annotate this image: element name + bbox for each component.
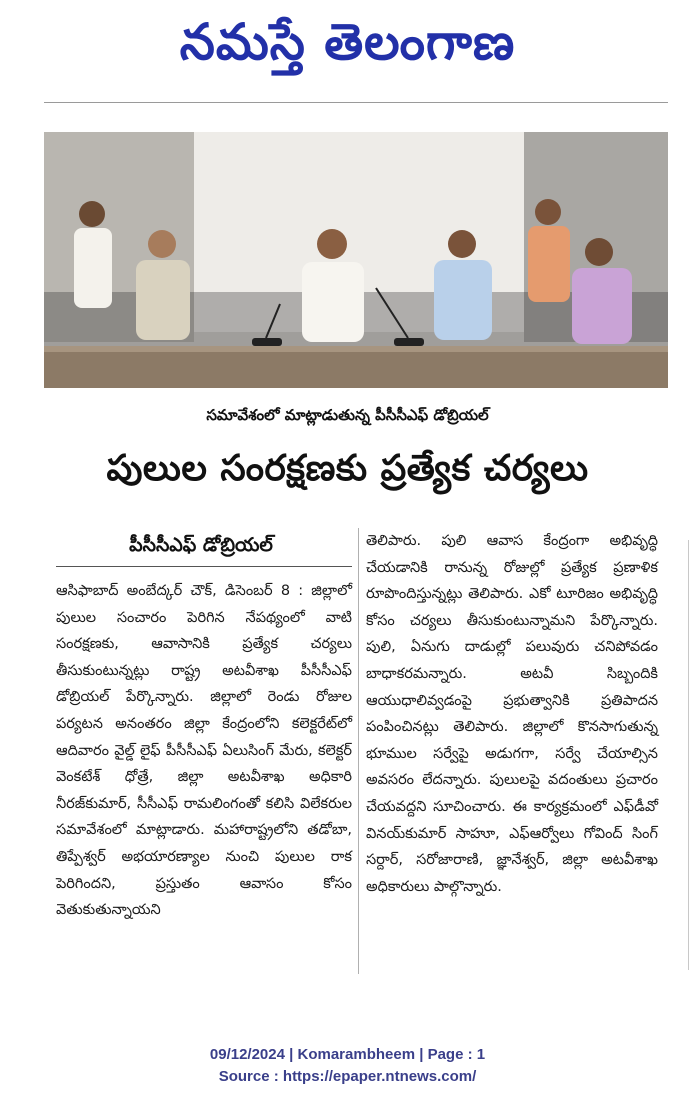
article-column-right bbox=[366, 528, 658, 900]
footer-edition-info: 09/12/2024 | Komarambheem | Page : 1 bbox=[209, 1046, 486, 1063]
article-column-left bbox=[56, 578, 352, 924]
masthead-divider bbox=[44, 102, 668, 103]
article-byline: పీసీసీఎఫ్ డోబ్రియల్ bbox=[129, 534, 273, 556]
column-divider bbox=[358, 528, 359, 974]
left-column-text: ఆసిఫాబాద్ అంబేద్కర్ చౌక్, డిసెంబర్ 8 : జిల్లాలో పులుల సంచారం పెరిగిన నేపథ్యంలో వాటి సంరక్షణకు, ఆవాసానికి ప్రత్యేక చర్యలు తీసుకుంటున్నట్లు రాష్ట్ర అటవీశాఖ పీసీసీఎఫ్ డోబ్రియల్ పేర్కొన్నారు. జిల్లాలో రెండు రోజుల పర్యటన అనంతరం జిల్లా కేంద్రంలోని కలెక్టరేట్‌లో ఆదివారం వైల్డ్ లైఫ్ పీసీసీఎఫ్ ఏలుసింగ్ మేరు, కలెక్టర్ వెంకటేశ్ ధోత్రే, జిల్లా అటవీశాఖ అధికారి నీరజ్‌కుమార్, సీసీఎఫ్ రామలింగంతో కలిసి విలేకరుల సమావేశంలో మాట్లాడారు. మహారాష్ట్రలోని తడోబా, తిప్పేశ్వర్ అభయారణ్యాల నుంచి పులుల రాక పెరిగిందని, ప్రస్తుతం ఆవాసం కోసం వెతుకుతున్నాయని bbox=[56, 583, 352, 919]
article-headline: పులుల సంరక్షణకు ప్రత్యేక చర్యలు bbox=[106, 448, 589, 489]
meeting-photo-illustration bbox=[44, 132, 668, 388]
page-footer bbox=[0, 1044, 695, 1088]
photo-caption: సమావేశంలో మాట్లాడుతున్న పీసీసీఎఫ్ డోబ్రియల్ bbox=[206, 406, 489, 424]
page-edge-rule bbox=[688, 540, 689, 970]
news-photo bbox=[44, 132, 668, 388]
masthead-logo: నమస్తే తెలంగాణ bbox=[179, 13, 516, 71]
right-column-text: తెలిపారు. పులి ఆవాస కేంద్రంగా అభివృద్ధి చేయడానికి రానున్న రోజుల్లో ప్రత్యేక ప్రణాళిక రూపొందిస్తున్నట్లు తెలిపారు. ఎకో టూరిజం అభివృద్ధి కోసం చర్యలు తీసుకుంటున్నామని పేర్కొన్నారు. పులి, ఏనుగు దాడుల్లో పలువురు చనిపోవడం బాధాకరమన్నారు. అటవీ సిబ్బందికి ఆయుధాలివ్వడంపై ప్రభుత్వానికి ప్రతిపాదన పంపించినట్లు తెలిపారు. జిల్లాలో కొనసాగుతున్న భూముల సర్వేపై అడుగగా, సర్వే చేయాల్సిన అవసరం లేదన్నారు. పులులపై వదంతులు ప్రచారం చేయవద్దని సూచించారు. ఈ కార్యక్రమంలో ఎఫ్‌డీవో వినయ్‌కుమార్ సాహూ, ఎఫ్ఆర్వోలు గోవింద్ సింగ్ సర్దార్, సరోజారాణి, జ్ఞానేశ్వర్, జిల్లా అటవీశాఖ అధికారులు పాల్గొన్నారు. bbox=[366, 533, 658, 895]
byline-underline bbox=[56, 566, 352, 567]
footer-source: Source : https://epaper.ntnews.com/ bbox=[218, 1068, 477, 1085]
